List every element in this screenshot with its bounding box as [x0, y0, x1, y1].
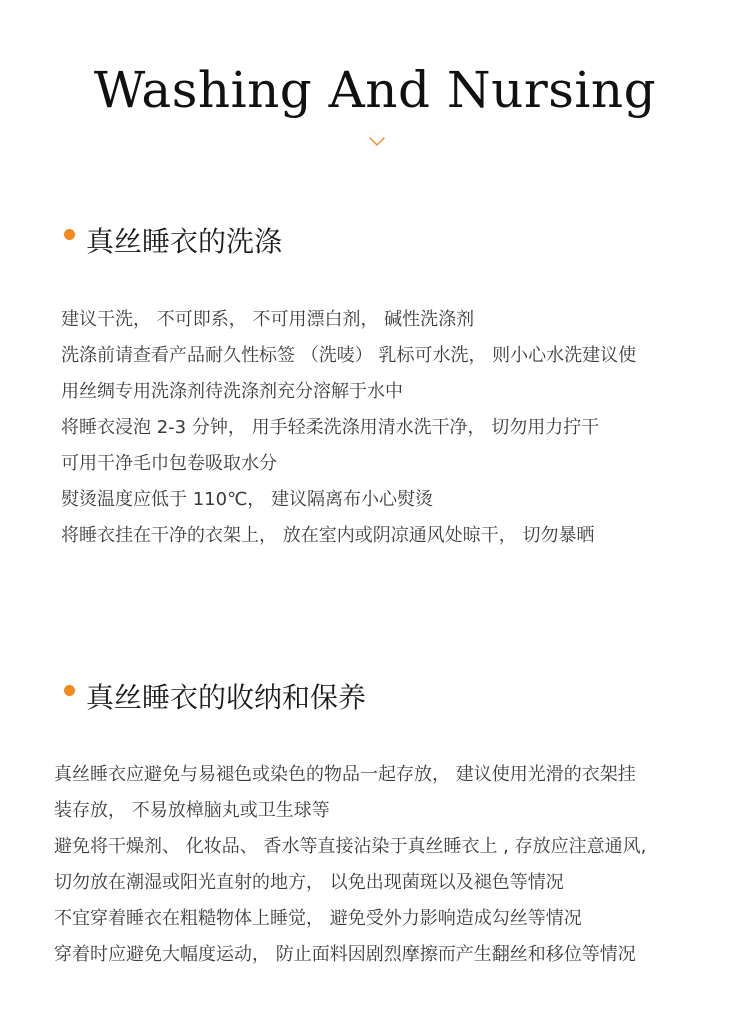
- instruction-line: 不宜穿着睡衣在粗糙物体上睡觉， 避免受外力影响造成勾丝等情况: [54, 908, 582, 929]
- section-heading-storage: [64, 678, 366, 718]
- chevron-down-icon: [369, 137, 385, 147]
- instruction-line: 将睡衣浸泡 2-3 分钟， 用手轻柔洗涤用清水洗干净， 切勿用力拧干: [61, 417, 600, 438]
- instruction-line: 切勿放在潮湿或阳光直射的地方， 以免出现菌斑以及褪色等情况: [54, 872, 564, 893]
- instruction-line: 避免将干燥剂、 化妆品、 香水等直接沾染于真丝睡衣上 , 存放应注意通风,: [54, 836, 647, 857]
- instruction-line: 装存放， 不易放樟脑丸或卫生球等: [54, 800, 330, 821]
- instruction-line: 真丝睡衣应避免与易褪色或染色的物品一起存放， 建议使用光滑的衣架挂: [54, 764, 636, 785]
- section-heading-washing: [64, 222, 282, 262]
- section-heading-label: 真丝睡衣的洗涤: [86, 225, 283, 258]
- storage-instructions: [54, 757, 646, 973]
- instruction-line: 可用干净毛巾包卷吸取水分: [61, 453, 277, 474]
- instruction-line: 洗涤前请查看产品耐久性标签 （洗唛） 乳标可水洗， 则小心水洗建议使: [61, 345, 637, 366]
- page-title: Washing And Nursing: [93, 61, 657, 119]
- washing-instructions: [61, 302, 636, 554]
- instruction-line: 熨烫温度应低于 110℃， 建议隔离布小心熨烫: [61, 489, 434, 510]
- instruction-line: 穿着时应避免大幅度运动， 防止面料因剧烈摩擦而产生翻丝和移位等情况: [54, 944, 636, 965]
- bullet-dot-icon: [64, 685, 75, 696]
- bullet-dot-icon: [64, 229, 75, 240]
- instruction-line: 用丝绸专用洗涤剂待洗涤剂充分溶解于水中: [61, 381, 403, 402]
- instruction-line: 将睡衣挂在干净的衣架上， 放在室内或阴凉通风处晾干， 切勿暴晒: [61, 525, 595, 546]
- instruction-line: 建议干洗， 不可即系， 不可用漂白剂， 碱性洗涤剂: [61, 309, 475, 330]
- section-heading-label: 真丝睡衣的收纳和保养: [86, 681, 367, 714]
